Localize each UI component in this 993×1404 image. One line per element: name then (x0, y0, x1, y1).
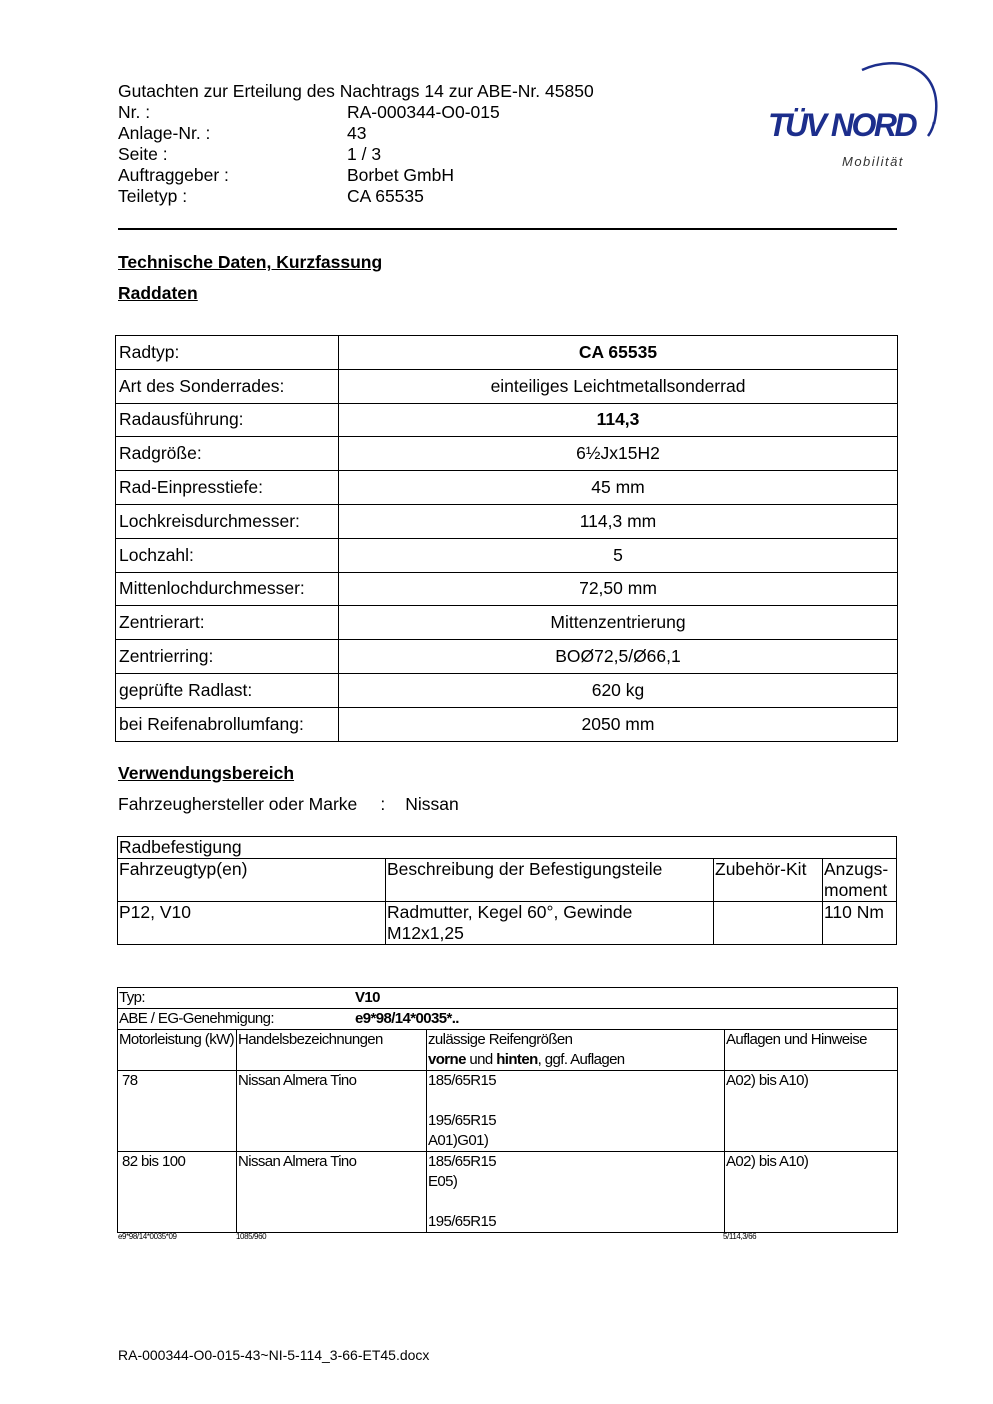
header-row-auftraggeber (118, 165, 594, 186)
typ-table (117, 987, 898, 1233)
reifen-line (428, 1192, 723, 1212)
raddaten-key: bei Reifenabrollumfang: (116, 707, 339, 741)
table-row (116, 336, 898, 370)
abe-value: e9*98/14*0035*.. (355, 1010, 459, 1027)
header-label: Seite : (118, 144, 168, 164)
raddaten-key: Lochkreisdurchmesser: (116, 504, 339, 538)
radbefestigung-table (117, 836, 897, 945)
raddaten-table (115, 335, 898, 742)
raddaten-value: 6½Jx15H2 (339, 437, 898, 471)
usage-label: Fahrzeughersteller oder Marke (118, 794, 358, 814)
document-filename: RA-000344-O0-015-43~NI-5-114_3-66-ET45.docx (118, 1347, 430, 1363)
reifen-header-rest: , ggf. Auflagen (537, 1051, 625, 1068)
typ-foot-code: e9*98/14*0035*09 (118, 1232, 177, 1241)
reifen-line (428, 1091, 723, 1111)
reifen-line: 195/65R15 (428, 1112, 496, 1129)
abe-label: ABE / EG-Genehmigung: (119, 1010, 274, 1027)
table-row (118, 1030, 898, 1071)
table-row (118, 859, 897, 902)
table-row (116, 673, 898, 707)
raddaten-key: geprüfte Radlast: (116, 673, 339, 707)
column-header-reifen (427, 1030, 725, 1071)
table-row (116, 707, 898, 741)
reifen-line: 195/65R15 (428, 1213, 496, 1230)
typ-foot-weight: 1085/960 (236, 1232, 267, 1241)
raddaten-value: 620 kg (339, 673, 898, 707)
reifen-header-und: und (465, 1051, 497, 1068)
raddaten-key: Radgröße: (116, 437, 339, 471)
table-row (118, 1009, 898, 1030)
header-row-seite (118, 144, 594, 165)
typ-value: V10 (355, 989, 380, 1006)
reifen-line: A01)G01) (428, 1132, 489, 1149)
usage-separator: : (380, 794, 386, 814)
table-row (116, 369, 898, 403)
column-header: Fahrzeugtyp(en) (118, 859, 386, 902)
raddaten-key: Radtyp: (116, 336, 339, 370)
header-value: 43 (347, 123, 367, 143)
raddaten-key: Mittenlochdurchmesser: (116, 572, 339, 606)
table-row (116, 504, 898, 538)
table-cell: 78 (118, 1071, 237, 1152)
document-header (118, 81, 594, 207)
table-row (118, 902, 897, 945)
reifen-line: 185/65R15 (428, 1072, 496, 1089)
table-row (118, 988, 898, 1009)
table-row (116, 572, 898, 606)
logo-brand-text: TÜV NORD (768, 107, 916, 143)
section-title-raddaten: Raddaten (118, 283, 198, 303)
table-cell: Nissan Almera Tino (237, 1152, 427, 1233)
raddaten-value: Mittenzentrierung (339, 606, 898, 640)
section-title-tech: Technische Daten, Kurzfassung (118, 252, 383, 272)
header-value: CA 65535 (347, 186, 424, 206)
radbefestigung-title: Radbefestigung (118, 837, 897, 859)
table-cell: Nissan Almera Tino (237, 1071, 427, 1152)
table-cell: 82 bis 100 (118, 1152, 237, 1233)
logo-sub-text: Mobilität (842, 154, 904, 169)
reifen-line: E05) (428, 1173, 458, 1190)
raddaten-value: 114,3 (339, 403, 898, 437)
table-cell: A02) bis A10) (725, 1152, 898, 1233)
header-value: Borbet GmbH (347, 165, 454, 185)
table-row (116, 471, 898, 505)
document-title: Gutachten zur Erteilung des Nachtrags 14 zur ABE-Nr. 45850 (118, 81, 594, 101)
tuv-nord-logo (762, 56, 942, 174)
raddaten-key: Art des Sonderrades: (116, 369, 339, 403)
header-row-teiletyp (118, 186, 594, 207)
table-cell: 110 Nm (823, 902, 897, 945)
raddaten-value: 72,50 mm (339, 572, 898, 606)
header-row-anlage (118, 123, 594, 144)
table-row (118, 1071, 898, 1152)
header-divider (118, 228, 897, 230)
reifen-line: 185/65R15 (428, 1153, 496, 1170)
table-row (118, 1152, 898, 1233)
column-header: Beschreibung der Befestigungsteile (386, 859, 714, 902)
column-header: Auflagen und Hinweise (725, 1030, 898, 1071)
table-row (118, 837, 897, 859)
raddaten-key: Rad-Einpresstiefe: (116, 471, 339, 505)
raddaten-key: Zentrierring: (116, 640, 339, 674)
header-label: Anlage-Nr. : (118, 123, 211, 143)
header-value: RA-000344-O0-015 (347, 102, 500, 122)
section-title-verwendung: Verwendungsbereich (118, 763, 295, 783)
raddaten-value: 2050 mm (339, 707, 898, 741)
header-label: Nr. : (118, 102, 151, 122)
header-value: 1 / 3 (347, 144, 382, 164)
column-header: Motorleistung (kW) (118, 1030, 237, 1071)
table-cell (714, 902, 823, 945)
raddaten-value: CA 65535 (339, 336, 898, 370)
header-label: Teiletyp : (118, 186, 188, 206)
raddaten-key: Zentrierart: (116, 606, 339, 640)
header-label: Auftraggeber : (118, 165, 229, 185)
raddaten-value: BOØ72,5/Ø66,1 (339, 640, 898, 674)
typ-foot-bolt: 5/114,3/66 (723, 1232, 757, 1241)
usage-line (118, 794, 459, 815)
raddaten-key: Lochzahl: (116, 538, 339, 572)
table-cell: P12, V10 (118, 902, 386, 945)
table-row (116, 640, 898, 674)
column-header: Zubehör-Kit (714, 859, 823, 902)
usage-value: Nissan (405, 794, 459, 814)
table-row (116, 437, 898, 471)
table-cell-reifen (427, 1152, 725, 1233)
reifen-header-vorne: vorne (428, 1051, 466, 1068)
raddaten-value: 114,3 mm (339, 504, 898, 538)
reifen-header-line1: zulässige Reifengrößen (428, 1031, 573, 1048)
column-header: Anzugs-moment (823, 859, 897, 902)
table-row (116, 606, 898, 640)
table-cell-reifen (427, 1071, 725, 1152)
reifen-header-hinten: hinten (496, 1051, 538, 1068)
table-cell: Radmutter, Kegel 60°, Gewinde M12x1,25 (386, 902, 714, 945)
typ-label: Typ: (119, 989, 145, 1006)
raddaten-value: 5 (339, 538, 898, 572)
table-row (116, 403, 898, 437)
raddaten-value: einteiliges Leichtmetallsonderrad (339, 369, 898, 403)
table-row (116, 538, 898, 572)
column-header: Handelsbezeichnungen (237, 1030, 427, 1071)
table-cell: A02) bis A10) (725, 1071, 898, 1152)
raddaten-value: 45 mm (339, 471, 898, 505)
header-row-nr (118, 102, 594, 123)
raddaten-key: Radausführung: (116, 403, 339, 437)
